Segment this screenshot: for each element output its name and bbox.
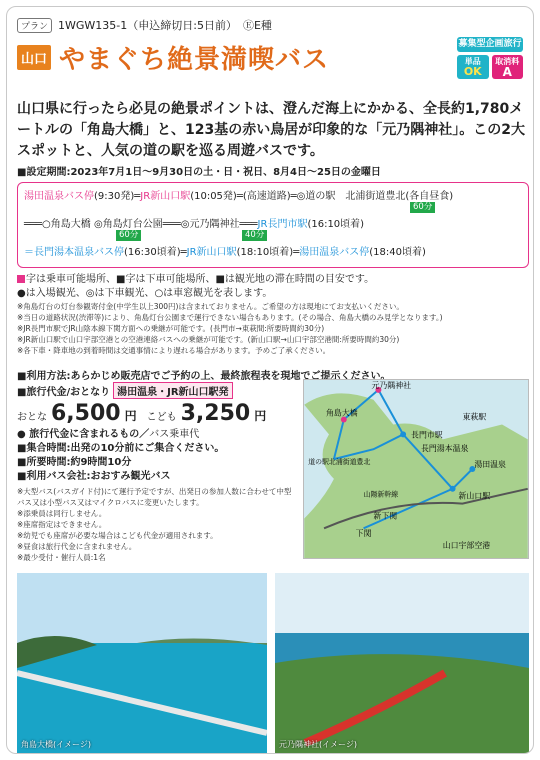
stop-nagato-shi: JR長門市駅 xyxy=(257,219,308,230)
child-label: こども xyxy=(146,412,177,423)
note-line: ※JR長門市駅でJR山陰本線下関方面への乗継が可能です。(長門市→東萩間:所要時間約30分) xyxy=(17,324,325,333)
legend xyxy=(17,273,529,301)
map-label: 新山口駅 xyxy=(458,491,491,501)
tour-info xyxy=(17,428,297,563)
note-line: ※座席指定はできません。 xyxy=(17,520,107,529)
stop-yuda-onsen-return: 湯田温泉バス停 xyxy=(299,247,370,258)
legend-line-1: 字は乗車可能場所、■字は下車可能場所、■は観光地の滞在時間の目安です。 xyxy=(17,273,529,287)
legend-line-2: ●は入場観光、◎は下車観光、○は車窓観光を表します。 xyxy=(17,288,273,299)
map-label: 湯田温泉 xyxy=(474,460,506,470)
adult-price: 6,500 xyxy=(51,401,121,426)
plan-tag: プラン xyxy=(17,18,52,33)
note-line: ※幼児でも座席が必要な場合はこども代金が適用されます。 xyxy=(17,531,218,540)
price-row: おとな 6,500 円 こども 3,250 円 xyxy=(17,401,267,426)
stay-time-michinoeki: 60分 xyxy=(410,202,435,213)
single-label: 単品 xyxy=(464,57,481,66)
stop-nagato-yumoto: ＝長門湯本温泉バス停 xyxy=(24,247,124,258)
itinerary-box xyxy=(17,182,529,268)
note-line: ※角島灯台の灯台参観寄付金(中学生以上300円)は含まれておりません。ご希望の方は現地にてお支払いください。 xyxy=(17,302,404,311)
map-label: 山陽新幹線 xyxy=(363,490,399,499)
single-ok: OK xyxy=(463,65,482,78)
land-area xyxy=(304,393,527,558)
route-line-1: 湯田温泉バス停(9:30発)═JR新山口駅(10:05発)═(高速道路)═◎道の駅 北浦街道豊北(各自昼食) xyxy=(24,191,454,202)
note-line: ※大型バス(バスガイド付)にて運行予定ですが、出発日の参加人数に合わせて中型バス又は小型バス又はマイクロバスに変更いたします。 xyxy=(17,487,292,507)
map-label: 長門市駅 xyxy=(411,430,443,440)
photo-caption: 元乃隅神社(イメージ) xyxy=(279,740,358,749)
lead-paragraph: 山口県に行ったら必見の絶景ポイントは、澄んだ海上にかかる、全長約1,780メートルの「角島大橋」と、123基の赤い鳥居が印象的な「元乃隅神社」。この2大スポットと、人気の道の駅を巡る周遊バスです。 xyxy=(17,101,525,159)
note-line: ※昼食は旅行代金に含まれません。 xyxy=(17,542,137,551)
grade-label: ⒺE種 xyxy=(242,19,272,32)
meeting-time: ■集合時間:出発の10分前にご集合ください。 xyxy=(17,443,225,454)
map-label: 山口宇部空港 xyxy=(442,541,491,551)
note-line: ※JR新山口駅で山口宇部空港との空港連絡バスへの乗継が可能です。(新山口駅→山口宇部空港間:所要時間約30分) xyxy=(17,335,400,344)
map-label: 長門湯本温泉 xyxy=(420,444,469,454)
route-map xyxy=(303,379,529,559)
map-label: 角島大橋 xyxy=(326,408,358,418)
tour-code-row xyxy=(17,17,272,33)
note-line: ※最少受付・催行人員:1名 xyxy=(17,553,106,562)
shrine-illustration xyxy=(275,573,529,753)
bridge-illustration xyxy=(17,573,267,753)
notes-bus xyxy=(17,486,297,563)
photo-tsunoshima-bridge xyxy=(17,573,267,753)
stay-time-tsunoshima: 60分 xyxy=(116,230,141,241)
map-dot xyxy=(400,431,406,437)
prefecture-badge: 山口 xyxy=(17,45,51,70)
brochure-card xyxy=(6,6,534,754)
bus-company: ■利用バス会社:おおすみ観光バス xyxy=(17,471,171,482)
photo-motonosumi-shrine xyxy=(275,573,529,753)
note-line: ※各下車・降車地の到着時間は交通事情により遅れる場合があります。予めご了承ください。 xyxy=(17,346,331,355)
usage-method: ■利用方法:あらかじめ販売店でご予約の上、最終旅程表を現地でご提示ください。 xyxy=(17,371,391,382)
badge-group xyxy=(457,37,523,79)
departure-badge: 湯田温泉・JR新山口駅発 xyxy=(113,382,232,399)
cancel-fee-badge xyxy=(492,55,524,79)
price-heading: ■旅行代金/おとなり 湯田温泉・JR新山口駅発 xyxy=(17,382,297,399)
legend-pink-square xyxy=(17,275,25,283)
note-line: ※当日の道路状況(渋滞等)により、角島灯台公園まで運行できない場合もあります。(その場合、角島大橋のみ見学となります。) xyxy=(17,313,443,322)
stay-time-motonosumi: 40分 xyxy=(242,230,267,241)
map-label: 東萩駅 xyxy=(462,412,487,422)
title-row xyxy=(17,39,329,76)
setting-period: ■設定期間:2023年7月1日～9月30日の土・日・祝日、8月4日～25日の金曜日 xyxy=(17,167,381,178)
map-label: 下関 xyxy=(355,529,372,539)
child-price: 3,250 xyxy=(180,401,251,426)
map-label: 道の駅北浦街道豊北 xyxy=(308,458,371,467)
duration: ■所要時間:約9時間10分 xyxy=(17,457,132,468)
stop-shin-yamaguchi: JR新山口駅 xyxy=(140,191,191,202)
tour-code: 1WGW135-1（申込締切日:5日前） xyxy=(58,19,237,32)
note-line: ※添乗員は同行しません。 xyxy=(17,509,107,518)
cancel-fee-label: 取消料 xyxy=(495,57,520,66)
route-line-2: ═══○角島大橋 ◎角島灯台公園═══◎元乃隅神社═══JR長門市駅(16:10頃着) xyxy=(24,219,365,230)
notes-route xyxy=(17,301,529,356)
price-block xyxy=(17,382,297,563)
stop-shin-yamaguchi-return: JR新山口駅 xyxy=(186,247,237,258)
adult-label: おとな xyxy=(17,412,47,423)
map-dot xyxy=(450,486,456,492)
map-label: 新下関 xyxy=(373,511,398,521)
single-ok-badge xyxy=(457,55,489,79)
photo-caption: 角島大橋(イメージ) xyxy=(21,740,92,749)
route-line-3: ＝長門湯本温泉バス停(16:30頃着)═JR新山口駅(18:10頃着)═湯田温泉バス停(18:40頃着) xyxy=(24,247,426,258)
tour-type-badge: 募集型企画旅行 xyxy=(457,37,523,52)
page-title: やまぐち絶景満喫バス xyxy=(59,45,330,75)
cancel-fee-grade: A xyxy=(502,65,512,79)
included-items: ● 旅行代金に含まれるもの／バス乗車代 xyxy=(17,429,200,440)
map-label: 元乃隅神社 xyxy=(371,380,412,390)
stop-yuda-onsen: 湯田温泉バス停 xyxy=(24,191,94,202)
